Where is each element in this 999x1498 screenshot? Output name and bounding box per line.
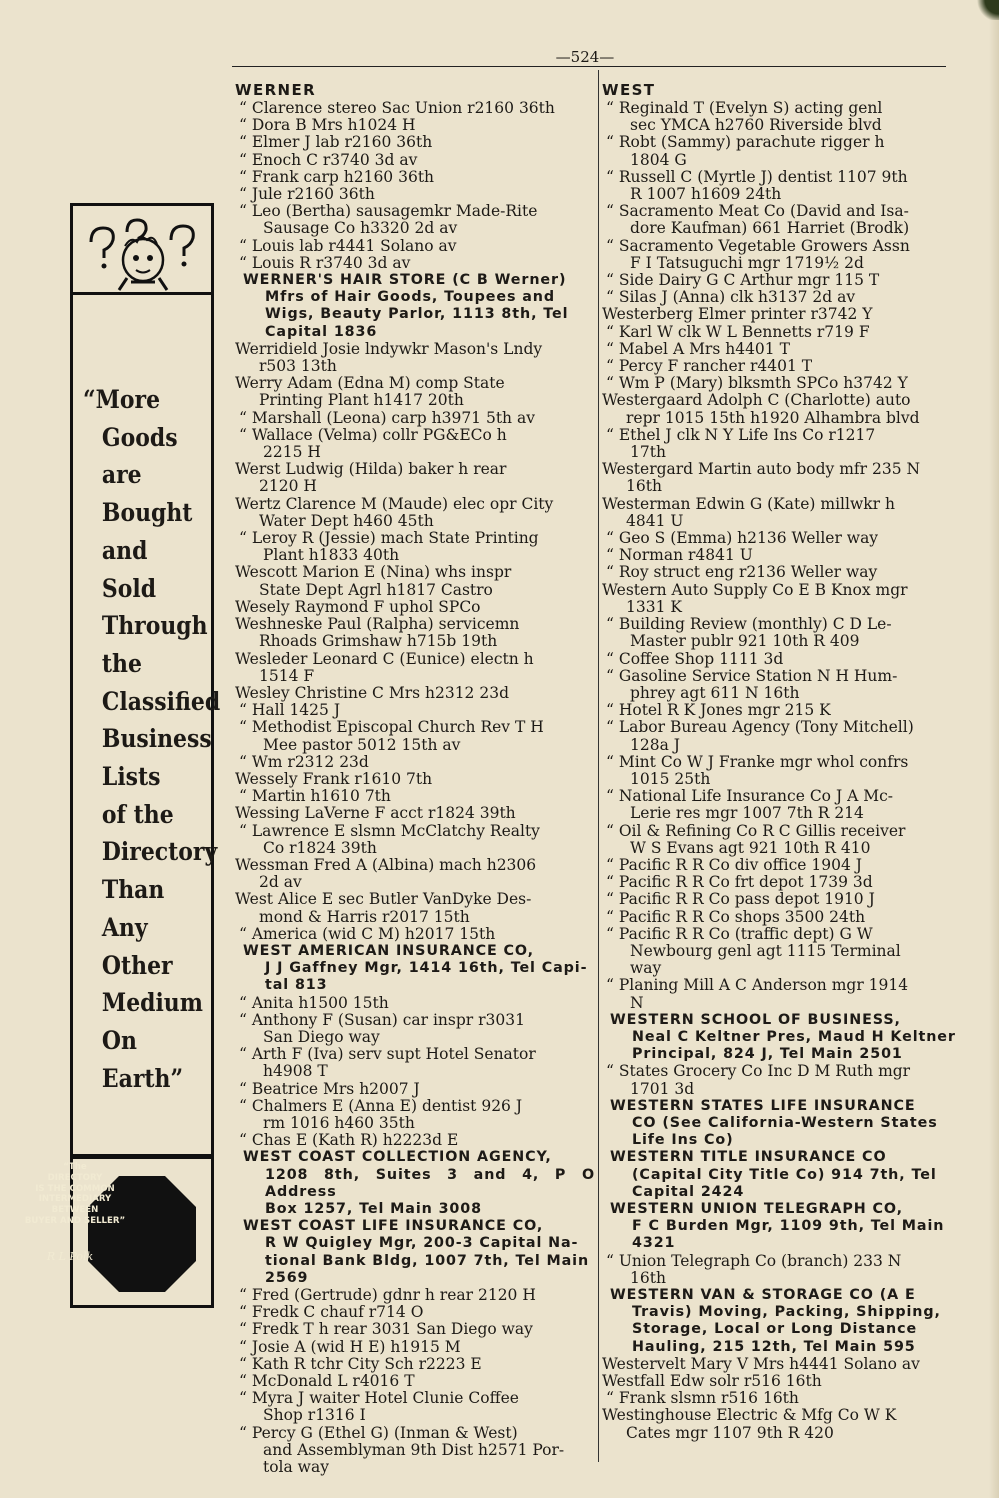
entry-continuation-line: sec YMCA h2760 Riverside blvd xyxy=(630,116,882,135)
entry-continuation-line: Sausage Co h3320 2d av xyxy=(263,219,458,238)
entry-line: WEST COAST COLLECTION AGENCY, xyxy=(243,1149,552,1166)
slogan-line: Bought xyxy=(101,498,193,529)
entry-continuation-line: tal 813 xyxy=(265,977,328,994)
entry-continuation-line: 2569 xyxy=(265,1269,309,1286)
header-rule xyxy=(232,66,946,67)
business-listing xyxy=(602,1149,960,1201)
entry-continuation-line: tola way xyxy=(263,1458,329,1477)
entry-continuation-line: 2120 H xyxy=(259,477,317,496)
slogan-line: Medium xyxy=(101,988,203,1019)
entry-line: “ Jule r2160 36th xyxy=(239,185,375,204)
entry-line: “ Enoch C r3740 3d av xyxy=(239,150,418,169)
entry-line: “ Martin h1610 7th xyxy=(239,787,391,806)
entry-continuation-line: 2d av xyxy=(259,873,302,892)
directory-entry xyxy=(235,341,595,375)
entry-line: “ Gasoline Service Station N H Hum- xyxy=(606,666,898,685)
slogan-line: Through xyxy=(101,611,208,642)
directory-entry xyxy=(235,1098,595,1132)
entry-line: “ Pacific R R Co pass depot 1910 J xyxy=(606,890,875,909)
entry-line: Werst Ludwig (Hilda) baker h rear xyxy=(235,460,507,479)
entry-line: “ Ethel J clk N Y Life Ins Co r1217 xyxy=(606,425,876,444)
entry-continuation-line: Hauling, 215 12th, Tel Main 595 xyxy=(632,1338,916,1355)
entry-line: WERNER'S HAIR STORE (C B Werner) xyxy=(243,272,567,289)
entry-line: “ Anthony F (Susan) car inspr r3031 xyxy=(239,1010,525,1029)
entry-continuation-line: 2215 H xyxy=(263,443,321,462)
entry-line: “ Marshall (Leona) carp h3971 5th av xyxy=(239,408,535,427)
directory-entry xyxy=(235,891,595,925)
entry-line: “ Leroy R (Jessie) mach State Printing xyxy=(239,529,539,548)
entry-line: “ McDonald L r4016 T xyxy=(239,1372,415,1391)
directory-entry xyxy=(602,823,960,857)
entry-continuation-line: Principal, 824 J, Tel Main 2501 xyxy=(632,1046,903,1063)
directory-entry xyxy=(235,203,595,237)
directory-entry xyxy=(602,530,960,547)
entry-line: WESTERN SCHOOL OF BUSINESS, xyxy=(610,1011,901,1028)
entry-continuation-line: 1015 25th xyxy=(630,769,711,788)
entry-continuation-line: tional Bank Bldg, 1007 7th, Tel Main xyxy=(265,1252,590,1269)
directory-entry xyxy=(235,1339,595,1356)
directory-entry xyxy=(602,582,960,616)
directory-entry xyxy=(602,1407,960,1441)
entry-line: “ Elmer J lab r2160 36th xyxy=(239,133,433,152)
directory-entry xyxy=(235,169,595,186)
entry-line: Werry Adam (Edna M) comp State xyxy=(235,374,505,393)
entry-continuation-line: 1804 G xyxy=(630,150,687,169)
ad-slogan xyxy=(83,382,221,1098)
entry-continuation-line: Co r1824 39th xyxy=(263,838,377,857)
slogan-line: Than xyxy=(101,875,165,906)
directory-entry xyxy=(235,186,595,203)
entry-line: “ Frank slsmn r516 16th xyxy=(606,1389,799,1408)
entry-continuation-line: r503 13th xyxy=(259,357,337,376)
entry-continuation-line: (Capital City Title Co) 914 7th, Tel xyxy=(632,1166,937,1183)
business-listing xyxy=(602,1201,960,1253)
entry-line: WESTERN VAN & STORAGE CO (A E xyxy=(610,1287,916,1304)
business-listing xyxy=(602,1098,960,1150)
entry-line: “ Reginald T (Evelyn S) acting genl xyxy=(606,99,883,117)
slogan-line: Earth” xyxy=(101,1063,184,1094)
entry-continuation-line: Travis) Moving, Packing, Shipping, xyxy=(632,1304,941,1321)
entry-continuation-line: 1514 F xyxy=(259,666,315,685)
entry-line: “ Russell C (Myrtle J) dentist 1107 9th xyxy=(606,167,908,186)
page-corner-mark xyxy=(939,0,999,20)
entry-continuation-line: Plant h1833 40th xyxy=(263,546,400,565)
badge-line: IS THE COMMON xyxy=(35,1183,115,1194)
entry-line: “ Coffee Shop 1111 3d xyxy=(606,649,784,668)
entry-continuation-line: State Dept Agrl h1817 Castro xyxy=(259,580,493,599)
directory-entry xyxy=(602,341,960,358)
directory-entry xyxy=(602,651,960,668)
entry-line: “ Sacramento Vegetable Growers Assn xyxy=(606,236,910,255)
directory-entry xyxy=(235,719,595,753)
entry-line: Westervelt Mary V Mrs h4441 Solano av xyxy=(602,1354,920,1373)
entry-line: “ Building Review (monthly) C D Le- xyxy=(606,615,892,634)
entry-line: “ Pacific R R Co div office 1904 J xyxy=(606,855,862,874)
entry-line: “ Roy struct eng r2136 Weller way xyxy=(606,563,878,582)
right-entries xyxy=(602,100,960,1442)
entry-line: “ Josie A (wid H E) h1915 M xyxy=(239,1337,461,1356)
entry-line: WEST AMERICAN INSURANCE CO, xyxy=(243,942,534,959)
column-heading: WEST xyxy=(602,81,656,99)
entry-continuation-line: rm 1016 h460 35th xyxy=(263,1113,415,1132)
entry-continuation-line: R W Quigley Mgr, 200-3 Capital Na- xyxy=(265,1235,579,1252)
right-directory-column xyxy=(602,80,960,1442)
entry-line: “ Wallace (Velma) collr PG&ECo h xyxy=(239,425,507,444)
entry-line: “ Methodist Episcopal Church Rev T H xyxy=(239,718,544,737)
badge-line: BUYER AND SELLER” xyxy=(24,1215,126,1226)
entry-line: “ Norman r4841 U xyxy=(606,546,753,565)
directory-entry xyxy=(602,857,960,874)
entry-line: “ Lawrence E slsmn McClatchy Realty xyxy=(239,821,540,840)
entry-continuation-line: CO (See California-Western States xyxy=(632,1114,938,1131)
entry-line: “ National Life Insurance Co J A Mc- xyxy=(606,787,893,806)
business-listing xyxy=(602,1012,960,1064)
entry-line: “ Hall 1425 J xyxy=(239,701,341,720)
entry-line: “ Geo S (Emma) h2136 Weller way xyxy=(606,529,879,548)
entry-line: Westerman Edwin G (Kate) millwkr h xyxy=(602,494,895,513)
entry-line: Westinghouse Electric & Mfg Co W K xyxy=(602,1406,897,1425)
directory-entry xyxy=(235,788,595,805)
page-edge xyxy=(989,0,999,1498)
entry-line: “ Fredk T h rear 3031 San Diego way xyxy=(239,1320,533,1339)
entry-line: “ Union Telegraph Co (branch) 233 N xyxy=(606,1251,902,1270)
entry-line: “ States Grocery Co Inc D M Ruth mgr xyxy=(606,1062,911,1081)
entry-line: “ Planing Mill A C Anderson mgr 1914 xyxy=(606,976,909,995)
entry-continuation-line: repr 1015 15th h1920 Alhambra blvd xyxy=(626,408,920,427)
entry-line: WESTERN TITLE INSURANCE CO xyxy=(610,1149,887,1166)
entry-continuation-line: Mfrs of Hair Goods, Toupees and xyxy=(265,289,556,306)
entry-continuation-line: 16th xyxy=(630,1268,666,1287)
entry-line: “ Chas E (Kath R) h2223d E xyxy=(239,1131,459,1150)
entry-line: “ Mabel A Mrs h4401 T xyxy=(606,339,790,358)
entry-continuation-line: Mee pastor 5012 15th av xyxy=(263,735,461,754)
entry-continuation-line: Cates mgr 1107 9th R 420 xyxy=(626,1423,834,1442)
slogan-line: Lists xyxy=(101,762,161,793)
entry-continuation-line: 16th xyxy=(626,477,662,496)
directory-entry xyxy=(235,1046,595,1080)
entry-line: Westergaard Adolph C (Charlotte) auto xyxy=(602,391,911,410)
slogan-line: Business xyxy=(101,724,212,755)
entry-line: “ Fred (Gertrude) gdnr h rear 2120 H xyxy=(239,1286,536,1305)
entry-continuation-line: 1701 3d xyxy=(630,1079,695,1098)
business-listing xyxy=(235,1218,595,1287)
directory-entry xyxy=(602,702,960,719)
directory-entry xyxy=(602,909,960,926)
directory-entry xyxy=(602,788,960,822)
entry-continuation-line: Life Ins Co) xyxy=(632,1132,734,1149)
entry-continuation-line: and Assemblyman 9th Dist h2571 Por- xyxy=(263,1440,565,1459)
entry-continuation-line: Water Dept h460 45th xyxy=(259,511,434,530)
entry-line: “ Myra J waiter Hotel Clunie Coffee xyxy=(239,1389,519,1408)
entry-line: WEST COAST LIFE INSURANCE CO, xyxy=(243,1218,544,1235)
entry-continuation-line: mond & Harris r2017 15th xyxy=(259,907,470,926)
badge-line: DIRECTORY xyxy=(47,1172,103,1183)
entry-continuation-line: 4321 xyxy=(632,1235,676,1252)
directory-entry xyxy=(235,1012,595,1046)
entry-continuation-line: Shop r1316 I xyxy=(263,1406,366,1425)
directory-entry xyxy=(602,203,960,237)
directory-entry xyxy=(235,599,595,616)
directory-entry xyxy=(235,117,595,134)
entry-line: Wessing LaVerne F acct r1824 39th xyxy=(235,804,516,823)
question-mascot-icon xyxy=(81,212,203,292)
entry-continuation-line: Printing Plant h1417 20th xyxy=(259,391,464,410)
badge-line: INTERMEDIARY xyxy=(38,1194,112,1205)
directory-entry xyxy=(602,1373,960,1390)
directory-entry xyxy=(602,169,960,203)
column-heading: WERNER xyxy=(235,81,317,99)
slogan-line: Goods xyxy=(101,422,178,453)
entry-line: Westfall Edw solr r516 16th xyxy=(602,1372,822,1391)
directory-entry xyxy=(235,702,595,719)
entry-continuation-line: way xyxy=(630,959,662,978)
directory-entry xyxy=(602,461,960,495)
entry-line: “ America (wid C M) h2017 15th xyxy=(239,924,496,943)
badge-signature: R L Polk xyxy=(46,1250,94,1263)
directory-entry xyxy=(602,1063,960,1097)
entry-continuation-line: N xyxy=(630,993,644,1012)
directory-entry xyxy=(602,272,960,289)
directory-entry xyxy=(602,134,960,168)
entry-continuation-line: 1208 8th, Suites 3 and 4, P O Address xyxy=(265,1166,595,1200)
badge-text xyxy=(18,1162,132,1227)
directory-entry xyxy=(235,651,595,685)
slogan-line: the xyxy=(101,648,142,679)
left-directory-column xyxy=(235,80,595,1476)
directory-entry xyxy=(235,238,595,255)
directory-entry xyxy=(235,530,595,564)
business-listing xyxy=(235,943,595,995)
directory-entry xyxy=(235,1287,595,1304)
ad-bottom-rule xyxy=(73,1154,211,1159)
directory-entry xyxy=(602,100,960,134)
directory-entry xyxy=(235,1321,595,1338)
directory-entry xyxy=(602,324,960,341)
entry-continuation-line: F I Tatsuguchi mgr 1719½ 2d xyxy=(630,253,864,272)
entry-continuation-line: Newbourg genl agt 1115 Terminal xyxy=(630,941,901,960)
entry-line: Western Auto Supply Co E B Knox mgr xyxy=(602,580,908,599)
entry-continuation-line: San Diego way xyxy=(263,1027,380,1046)
entry-line: “ Frank carp h2160 36th xyxy=(239,167,435,186)
entry-line: “ Silas J (Anna) clk h3137 2d av xyxy=(606,288,856,307)
entry-line: “ Anita h1500 15th xyxy=(239,993,389,1012)
entry-continuation-line: Rhoads Grimshaw h715b 19th xyxy=(259,632,498,651)
directory-entry xyxy=(235,1304,595,1321)
directory-entry xyxy=(235,496,595,530)
entry-line: Wesely Raymond F uphol SPCo xyxy=(235,597,481,616)
directory-entry xyxy=(602,392,960,426)
directory-entry xyxy=(602,668,960,702)
entry-continuation-line: Capital 2424 xyxy=(632,1183,745,1200)
directory-entry xyxy=(235,1390,595,1424)
entry-continuation-line: dore Kaufman) 661 Harriet (Brodk) xyxy=(630,219,910,238)
slogan-line: and xyxy=(101,535,148,566)
entry-line: “ Robt (Sammy) parachute rigger h xyxy=(606,133,885,152)
entry-line: “ Dora B Mrs h1024 H xyxy=(239,116,416,135)
directory-entry xyxy=(602,427,960,461)
entry-continuation-line: Lerie res mgr 1007 7th R 214 xyxy=(630,804,864,823)
badge-line: BETWEEN xyxy=(51,1205,99,1216)
entry-continuation-line: J J Gaffney Mgr, 1414 16th, Tel Capi- xyxy=(265,960,588,977)
entry-line: Wesleder Leonard C (Eunice) electn h xyxy=(235,649,534,668)
directory-entry xyxy=(235,564,595,598)
entry-line: “ Labor Bureau Agency (Tony Mitchell) xyxy=(606,718,914,737)
entry-line: “ Chalmers E (Anna E) dentist 926 J xyxy=(239,1096,523,1115)
entry-line: Werridield Josie lndywkr Mason's Lndy xyxy=(235,339,543,358)
directory-entry xyxy=(235,995,595,1012)
directory-entry xyxy=(235,685,595,702)
entry-line: “ Hotel R K Jones mgr 215 K xyxy=(606,701,831,720)
entry-continuation-line: Neal C Keltner Pres, Maud H Keltner xyxy=(632,1028,956,1045)
directory-entry xyxy=(602,977,960,1011)
entry-continuation-line: 128a J xyxy=(630,735,680,754)
directory-entry xyxy=(235,771,595,788)
directory-entry xyxy=(235,1373,595,1390)
entry-line: “ Wm r2312 23d xyxy=(239,752,369,771)
entry-line: “ Sacramento Meat Co (David and Isa- xyxy=(606,202,909,221)
directory-entry xyxy=(602,496,960,530)
entry-continuation-line: 1331 K xyxy=(626,597,682,616)
slogan-line: Any xyxy=(101,912,148,943)
directory-entry xyxy=(602,547,960,564)
left-entries xyxy=(235,100,595,1476)
entry-line: Wertz Clarence M (Maude) elec opr City xyxy=(235,494,554,513)
entry-line: “ Beatrice Mrs h2007 J xyxy=(239,1079,420,1098)
directory-entry xyxy=(602,238,960,272)
directory-entry xyxy=(602,306,960,323)
entry-continuation-line: Storage, Local or Long Distance xyxy=(632,1321,918,1338)
entry-line: Weshneske Paul (Ralpha) servicemn xyxy=(235,615,520,634)
entry-continuation-line: R 1007 h1609 24th xyxy=(630,185,782,204)
entry-line: “ Pacific R R Co frt depot 1739 3d xyxy=(606,873,873,892)
entry-line: “ Percy G (Ethel G) (Inman & West) xyxy=(239,1423,518,1442)
directory-entry xyxy=(602,1390,960,1407)
entry-line: Westergard Martin auto body mfr 235 N xyxy=(602,460,921,479)
business-listing xyxy=(602,1287,960,1356)
directory-entry xyxy=(602,616,960,650)
directory-entry xyxy=(235,1081,595,1098)
directory-entry xyxy=(235,134,595,151)
badge-line: “The xyxy=(63,1162,87,1172)
directory-entry xyxy=(235,410,595,427)
directory-entry xyxy=(235,754,595,771)
directory-entry xyxy=(235,1425,595,1477)
business-listing xyxy=(235,1149,595,1218)
directory-entry xyxy=(602,1253,960,1287)
directory-entry xyxy=(235,805,595,822)
entry-continuation-line: 17th xyxy=(630,443,666,462)
slogan-line: On xyxy=(101,1025,137,1056)
entry-continuation-line: Capital 1836 xyxy=(265,323,378,340)
entry-continuation-line: Box 1257, Tel Main 3008 xyxy=(265,1201,482,1217)
entry-line: “ Pacific R R Co (traffic dept) G W xyxy=(606,924,873,943)
entry-line: Wessely Frank r1610 7th xyxy=(235,769,433,788)
entry-line: “ Leo (Bertha) sausagemkr Made-Rite xyxy=(239,202,538,221)
directory-entry xyxy=(235,926,595,943)
entry-continuation-line: Wigs, Beauty Parlor, 1113 8th, Tel xyxy=(265,306,569,323)
slogan-line: “More xyxy=(83,385,161,415)
directory-entry xyxy=(235,375,595,409)
directory-entry xyxy=(602,289,960,306)
entry-line: WESTERN STATES LIFE INSURANCE xyxy=(610,1097,916,1114)
directory-entry xyxy=(602,719,960,753)
entry-line: WESTERN UNION TELEGRAPH CO, xyxy=(610,1201,903,1217)
directory-entry xyxy=(602,874,960,891)
entry-continuation-line: W S Evans agt 921 10th R 410 xyxy=(630,838,871,857)
entry-line: “ Karl W clk W L Bennetts r719 F xyxy=(606,322,870,341)
directory-entry xyxy=(235,616,595,650)
directory-entry xyxy=(235,152,595,169)
entry-line: “ Fredk C chauf r714 O xyxy=(239,1303,424,1322)
entry-line: “ Mint Co W J Franke mgr whol confrs xyxy=(606,752,909,771)
entry-line: “ Kath R tchr City Sch r2223 E xyxy=(239,1354,482,1373)
entry-line: “ Side Dairy G C Arthur mgr 115 T xyxy=(606,271,880,290)
entry-continuation-line: h4908 T xyxy=(263,1062,328,1081)
entry-line: “ Louis R r3740 3d av xyxy=(239,253,411,272)
entry-line: “ Clarence stereo Sac Union r2160 36th xyxy=(239,99,555,117)
entry-continuation-line: F C Burden Mgr, 1109 9th, Tel Main xyxy=(632,1218,945,1235)
directory-entry xyxy=(602,1356,960,1373)
ad-top-rule xyxy=(73,292,211,295)
directory-entry xyxy=(602,926,960,978)
entry-continuation-line: 4841 U xyxy=(626,511,684,530)
directory-entry xyxy=(602,358,960,375)
entry-line: Wescott Marion E (Nina) whs inspr xyxy=(235,563,512,582)
slogan-line: Classified xyxy=(101,686,221,717)
directory-entry xyxy=(235,461,595,495)
column-divider xyxy=(598,70,599,1462)
entry-line: Westerberg Elmer printer r3742 Y xyxy=(602,305,873,324)
page-number: —524— xyxy=(555,48,615,66)
entry-line: Wesley Christine C Mrs h2312 23d xyxy=(235,683,509,702)
entry-line: “ Percy F rancher r4401 T xyxy=(606,357,813,376)
directory-entry xyxy=(602,891,960,908)
slogan-line: Sold xyxy=(101,573,157,604)
directory-entry xyxy=(235,1356,595,1373)
entry-line: “ Arth F (Iva) serv supt Hotel Senator xyxy=(239,1045,536,1064)
directory-entry xyxy=(235,857,595,891)
slogan-line: are xyxy=(101,460,142,491)
directory-entry xyxy=(235,823,595,857)
entry-continuation-line: Master publr 921 10th R 409 xyxy=(630,632,860,651)
entry-line: “ Louis lab r4441 Solano av xyxy=(239,236,457,255)
entry-line: “ Wm P (Mary) blksmth SPCo h3742 Y xyxy=(606,374,908,393)
directory-entry xyxy=(602,564,960,581)
sidebar-advertisement xyxy=(70,203,221,1308)
slogan-line: Other xyxy=(101,950,173,981)
directory-entry xyxy=(235,100,595,117)
directory-entry xyxy=(602,754,960,788)
directory-entry xyxy=(602,375,960,392)
directory-entry xyxy=(235,427,595,461)
directory-entry xyxy=(235,1132,595,1149)
slogan-line: Directory xyxy=(101,837,218,868)
business-listing xyxy=(235,272,595,341)
entry-line: Wessman Fred A (Albina) mach h2306 xyxy=(235,855,537,874)
directory-entry xyxy=(235,255,595,272)
entry-line: West Alice E sec Butler VanDyke Des- xyxy=(235,890,532,909)
entry-continuation-line: phrey agt 611 N 16th xyxy=(630,683,800,702)
entry-line: “ Pacific R R Co shops 3500 24th xyxy=(606,907,866,926)
slogan-line: of the xyxy=(101,799,174,830)
entry-line: “ Oil & Refining Co R C Gillis receiver xyxy=(606,821,906,840)
